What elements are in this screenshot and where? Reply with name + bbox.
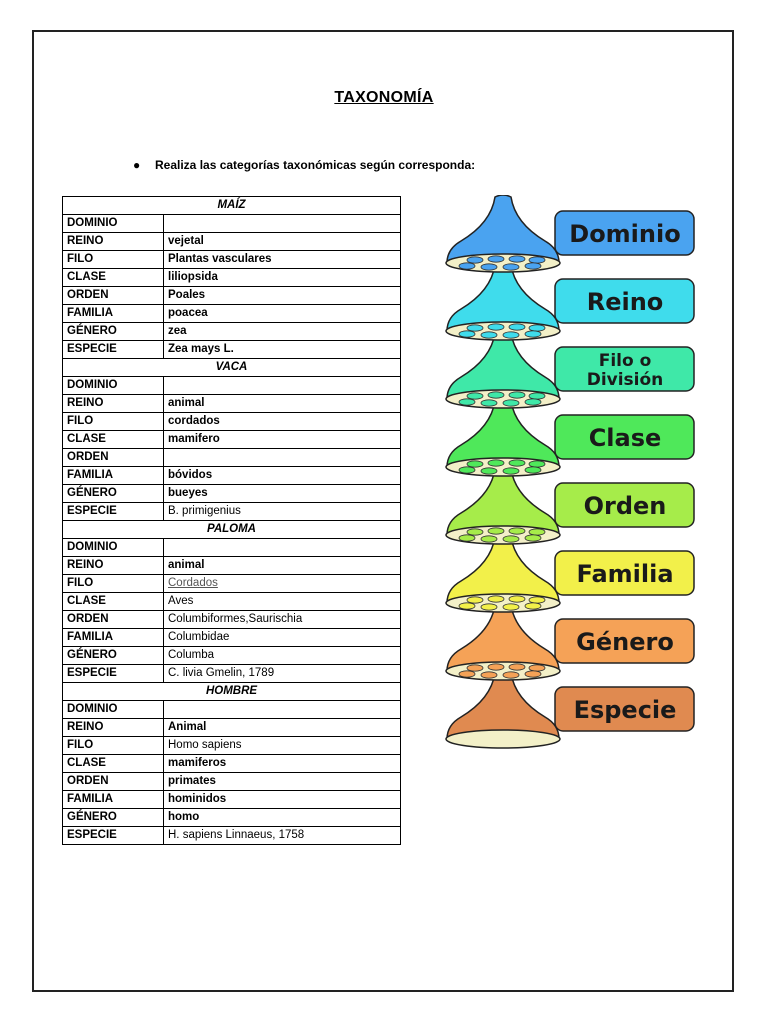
rank-key: CLASE [63, 431, 164, 449]
table-row [63, 665, 401, 683]
bell-spot [467, 461, 483, 467]
bell-spot [525, 467, 541, 473]
bell-spot [529, 257, 545, 263]
bell-spot [525, 603, 541, 609]
rank-value[interactable]: mamiferos [164, 755, 401, 773]
rank-value[interactable]: vejetal [164, 233, 401, 251]
bell-spot [503, 264, 519, 270]
bell-spot [529, 665, 545, 671]
section-header-row [63, 359, 401, 377]
rank-key: FILO [63, 737, 164, 755]
bell-spot [459, 263, 475, 269]
rank-key: ESPECIE [63, 827, 164, 845]
rank-label-text: Orden [583, 492, 667, 520]
rank-bell [446, 399, 694, 476]
section-header-row [63, 197, 401, 215]
bell-spot [459, 467, 475, 473]
bell-spot [459, 603, 475, 609]
table-row [63, 467, 401, 485]
section-header-row [63, 683, 401, 701]
table-row [63, 737, 401, 755]
table-row [63, 791, 401, 809]
bell-spot [503, 468, 519, 474]
rank-key: FAMILIA [63, 791, 164, 809]
rank-bell [446, 331, 694, 408]
bell-spot [509, 664, 525, 670]
bell-base [446, 730, 560, 748]
rank-key: GÉNERO [63, 323, 164, 341]
bell-spot [529, 461, 545, 467]
bell-spot [525, 331, 541, 337]
rank-value[interactable]: liliopsida [164, 269, 401, 287]
section-heading-vaca: VACA [63, 359, 401, 377]
rank-value[interactable]: animal [164, 557, 401, 575]
rank-key: ESPECIE [63, 503, 164, 521]
taxonomy-table [62, 196, 401, 845]
rank-value[interactable]: mamifero [164, 431, 401, 449]
bell-spot [488, 596, 504, 602]
rank-label-text: Reino [586, 288, 664, 316]
bell-spot [488, 664, 504, 670]
rank-value[interactable]: homo [164, 809, 401, 827]
bell-spot [467, 257, 483, 263]
rank-key: DOMINIO [63, 215, 164, 233]
bell-spot [488, 460, 504, 466]
table-row [63, 809, 401, 827]
rank-value[interactable]: Animal [164, 719, 401, 737]
page-title: TAXONOMÍA [334, 89, 434, 106]
bell-spot [525, 263, 541, 269]
rank-value[interactable]: C. livia Gmelin, 1789 [164, 665, 401, 683]
bell-spot [503, 536, 519, 542]
bell-spot [529, 597, 545, 603]
bell-spot [529, 529, 545, 535]
table-row [63, 575, 401, 593]
table-row [63, 287, 401, 305]
rank-value[interactable] [164, 377, 401, 395]
bell-spot [467, 393, 483, 399]
rank-value[interactable]: B. primigenius [164, 503, 401, 521]
table-row [63, 701, 401, 719]
rank-label-text: Dominio [569, 220, 681, 248]
bell-spot [509, 528, 525, 534]
rank-key: FAMILIA [63, 629, 164, 647]
bell-spot [481, 264, 497, 270]
rank-value[interactable]: poacea [164, 305, 401, 323]
rank-label-text: Clase [588, 424, 662, 452]
bell-spot [509, 460, 525, 466]
table-row [63, 773, 401, 791]
rank-value[interactable]: animal [164, 395, 401, 413]
rank-key: CLASE [63, 269, 164, 287]
table-row [63, 539, 401, 557]
bell-body [447, 535, 559, 603]
rank-label-text: Familia [576, 560, 674, 588]
rank-key: FILO [63, 413, 164, 431]
taxonomy-rank-diagram [440, 195, 700, 760]
bell-body [447, 603, 559, 671]
bullet-icon: ● [133, 158, 141, 172]
bell-spot [503, 672, 519, 678]
table-row [63, 341, 401, 359]
table-row [63, 755, 401, 773]
table-row [63, 629, 401, 647]
rank-bell [446, 467, 694, 544]
rank-bell [446, 263, 694, 340]
bell-spot [509, 324, 525, 330]
bell-spot [467, 325, 483, 331]
rank-value[interactable]: Aves [164, 593, 401, 611]
table-row [63, 215, 401, 233]
bell-spot [509, 256, 525, 262]
rank-key: REINO [63, 395, 164, 413]
bell-spot [488, 324, 504, 330]
rank-label-text: División [586, 370, 664, 390]
rank-bell [446, 671, 694, 748]
rank-key: ESPECIE [63, 341, 164, 359]
rank-value[interactable]: Plantas vasculares [164, 251, 401, 269]
bell-spot [488, 256, 504, 262]
table-row [63, 827, 401, 845]
rank-key: DOMINIO [63, 701, 164, 719]
instruction-line [133, 158, 475, 172]
table-row [63, 719, 401, 737]
rank-key: ORDEN [63, 611, 164, 629]
bell-spot [525, 535, 541, 541]
rank-label-text: Género [576, 628, 674, 656]
rank-key: FILO [63, 251, 164, 269]
rank-key: DOMINIO [63, 539, 164, 557]
rank-key: REINO [63, 233, 164, 251]
rank-value[interactable]: bueyes [164, 485, 401, 503]
section-heading-paloma: PALOMA [63, 521, 401, 539]
table-row [63, 377, 401, 395]
bell-spot [503, 332, 519, 338]
bell-spot [503, 604, 519, 610]
bell-spot [459, 399, 475, 405]
rank-value[interactable]: bóvidos [164, 467, 401, 485]
table-row [63, 485, 401, 503]
rank-bell [446, 195, 694, 272]
bell-spot [488, 392, 504, 398]
table-row [63, 251, 401, 269]
bell-spot [459, 671, 475, 677]
bell-spot [503, 400, 519, 406]
table-row [63, 431, 401, 449]
table-row [63, 647, 401, 665]
rank-value[interactable]: zea [164, 323, 401, 341]
table-row [63, 323, 401, 341]
rank-key: FAMILIA [63, 467, 164, 485]
bell-spot [481, 536, 497, 542]
table-row [63, 305, 401, 323]
bell-body [447, 195, 559, 263]
rank-value[interactable]: cordados [164, 413, 401, 431]
section-heading-hombre: HOMBRE [63, 683, 401, 701]
rank-key: REINO [63, 719, 164, 737]
instruction-text: Realiza las categorías taxonómicas según corresponda: [155, 158, 476, 172]
table-row [63, 557, 401, 575]
rank-key: CLASE [63, 755, 164, 773]
rank-value[interactable] [164, 539, 401, 557]
table-row [63, 449, 401, 467]
rank-key: DOMINIO [63, 377, 164, 395]
rank-bell [446, 535, 694, 612]
table-row [63, 593, 401, 611]
rank-value[interactable]: Poales [164, 287, 401, 305]
bell-spot [525, 671, 541, 677]
rank-key: FILO [63, 575, 164, 593]
rank-value[interactable] [164, 449, 401, 467]
section-header-row [63, 521, 401, 539]
bell-spot [525, 399, 541, 405]
bell-spot [529, 393, 545, 399]
bell-body [447, 671, 559, 739]
rank-key: GÉNERO [63, 485, 164, 503]
rank-label-text: Filo o [598, 351, 652, 371]
rank-value[interactable]: primates [164, 773, 401, 791]
rank-key: GÉNERO [63, 809, 164, 827]
rank-value[interactable]: Homo sapiens [164, 737, 401, 755]
bell-spot [509, 596, 525, 602]
bell-body [447, 263, 559, 331]
bell-spot [529, 325, 545, 331]
table-row [63, 611, 401, 629]
rank-label-text: Especie [573, 696, 677, 724]
bell-spot [481, 672, 497, 678]
bell-spot [459, 535, 475, 541]
bell-spot [467, 665, 483, 671]
bell-body [447, 467, 559, 535]
rank-value[interactable] [164, 215, 401, 233]
bell-body [447, 399, 559, 467]
bell-spot [488, 528, 504, 534]
table-row [63, 413, 401, 431]
table-row [63, 395, 401, 413]
rank-value[interactable]: Zea mays L. [164, 341, 401, 359]
rank-value[interactable]: hominidos [164, 791, 401, 809]
rank-value[interactable]: Columbidae [164, 629, 401, 647]
bell-spot [467, 529, 483, 535]
rank-key: GÉNERO [63, 647, 164, 665]
rank-key: ORDEN [63, 287, 164, 305]
rank-value[interactable]: Columba [164, 647, 401, 665]
rank-key: FAMILIA [63, 305, 164, 323]
rank-key: ESPECIE [63, 665, 164, 683]
bell-spot [481, 400, 497, 406]
rank-value[interactable] [164, 701, 401, 719]
rank-key: ORDEN [63, 773, 164, 791]
rank-value-link[interactable]: Cordados [164, 575, 401, 593]
bell-spot [459, 331, 475, 337]
bell-spot [481, 332, 497, 338]
table-row [63, 503, 401, 521]
bell-body [447, 331, 559, 399]
table-row [63, 233, 401, 251]
rank-key: REINO [63, 557, 164, 575]
rank-bell [446, 603, 694, 680]
rank-key: ORDEN [63, 449, 164, 467]
rank-value[interactable]: H. sapiens Linnaeus, 1758 [164, 827, 401, 845]
rank-key: CLASE [63, 593, 164, 611]
bell-spot [467, 597, 483, 603]
bell-spot [481, 604, 497, 610]
bell-spot [509, 392, 525, 398]
section-heading-maiz: MAÍZ [63, 197, 401, 215]
bell-spot [481, 468, 497, 474]
rank-value[interactable]: Columbiformes,Saurischia [164, 611, 401, 629]
table-row [63, 269, 401, 287]
